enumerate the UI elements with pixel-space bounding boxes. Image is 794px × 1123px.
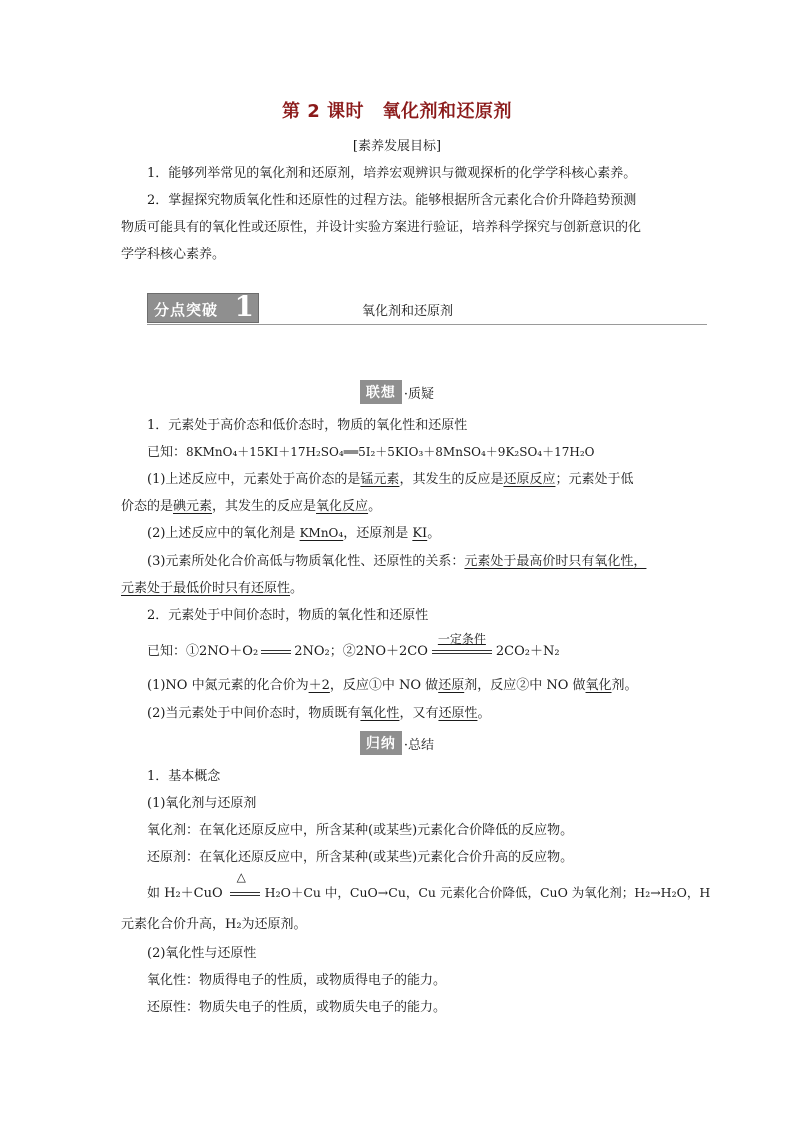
text: 2NO₂；②2NO＋2CO (294, 644, 428, 659)
text: (2)当元素处于中间价态时，物质既有 (147, 706, 361, 721)
text: (2)上述反应中的氧化剂是 (147, 526, 300, 541)
example-line-2: 元素化合价升高，H₂为还原剂。 (121, 917, 307, 932)
para-1-line-1 (147, 468, 633, 487)
text: ，反应①中 NO 做 (329, 678, 439, 693)
goal-item-1: 1．能够列举常见的氧化剂和还原剂，培养宏观辨识与微观探析的化学学科核心素养。 (147, 166, 637, 181)
section-badge-number: 1 (234, 290, 254, 323)
para-5 (147, 702, 490, 721)
text: 价态的是 (121, 499, 174, 514)
text: (3)元素所处化合价高低与物质氧化性、还原性的关系： (147, 554, 465, 569)
answer: 元素处于最高价时只有氧化性， (464, 554, 647, 569)
text: ；元素处于低 (555, 472, 634, 487)
equals-sign (261, 650, 291, 654)
guina-header (0, 731, 794, 755)
answer: KMnO₄ (299, 526, 344, 540)
heat-symbol: △ (236, 870, 246, 884)
section-title: 氧化剂和还原剂 (362, 304, 454, 319)
guina-badge: 归纳 (360, 731, 402, 755)
text: (1)NO 中氮元素的化合价为 (147, 678, 309, 693)
answer: 还原性 (438, 706, 478, 721)
text: ，又有 (399, 706, 439, 721)
text: 剂。 (611, 678, 638, 693)
known-equation-2 (147, 632, 560, 659)
text: 。 (368, 499, 382, 514)
text: (1)上述反应中，元素处于高价态的是 (147, 472, 361, 487)
answer: 氧化 (585, 678, 612, 693)
example-line-1 (147, 870, 711, 901)
heading-basic-concepts: 1．基本概念 (147, 769, 221, 784)
text: H₂O＋Cu 中，CuO→Cu，Cu 元素化合价降低，CuO 为氧化剂；H₂→H₂O，H (264, 885, 711, 900)
goal-item-2-line-2: 物质可能具有的氧化性或还原性，并设计实验方案进行验证，培养科学探究与创新意识的化 (121, 220, 642, 235)
text: 。 (477, 706, 491, 721)
subheading-properties: (2)氧化性与还原性 (147, 946, 257, 961)
answer: 氧化性 (360, 706, 400, 721)
text: 如 H₂＋CuO (147, 886, 223, 901)
definition-oxidant: 氧化剂：在氧化还原反应中，所含某种(或某些)元素化合价降低的反应物。 (147, 823, 574, 838)
page-title: 第 2 课时 氧化剂和还原剂 (281, 101, 513, 122)
answer: KI (412, 526, 428, 541)
answer: 锰元素 (360, 472, 400, 487)
text: ，还原剂是 (343, 526, 413, 541)
equals-sign (230, 892, 260, 896)
section-banner (147, 291, 707, 325)
text: 。 (427, 526, 441, 541)
section-badge (147, 290, 259, 323)
answer: ＋2 (308, 678, 330, 693)
goals-heading: [素养发展目标] (352, 139, 442, 154)
known-equation-1 (147, 441, 594, 460)
text: 已知：①2NO＋O₂ (147, 644, 259, 659)
heat-arrow (227, 870, 261, 901)
known-prefix: 已知： (147, 445, 187, 460)
para-1-line-2 (121, 495, 381, 514)
equals-sign (432, 650, 492, 654)
text: ，其发生的反应是 (212, 499, 317, 514)
answer: 还原 (438, 678, 465, 693)
section-badge-label: 分点突破 (154, 301, 219, 319)
text: 。 (290, 581, 304, 596)
answer: 氧化反应 (316, 499, 369, 514)
para-3-line-2 (121, 577, 303, 596)
text: 2CO₂＋N₂ (495, 644, 560, 659)
para-4 (147, 674, 638, 693)
text: ，其发生的反应是 (399, 472, 504, 487)
goal-item-2-line-3: 学学科核心素养。 (121, 247, 226, 262)
equation-text: 8KMnO₄＋15KI＋17H₂SO₄══5I₂＋5KIO₃＋8MnSO₄＋9K₂SO₄＋17H₂O (186, 445, 595, 459)
question-2: 2．元素处于中间价态时，物质的氧化性和还原性 (147, 608, 429, 623)
para-3-line-1 (147, 550, 646, 569)
guina-sub: ·总结 (403, 737, 435, 753)
answer: 碘元素 (173, 499, 213, 514)
definition-reducing: 还原性：物质失电子的性质，或物质失电子的能力。 (147, 1000, 447, 1015)
lianxiang-badge: 联想 (360, 380, 402, 404)
para-2 (147, 522, 440, 541)
answer: 还原反应 (503, 472, 556, 487)
lianxiang-header (0, 380, 794, 404)
reaction-condition: 一定条件 (437, 632, 486, 646)
answer: 元素处于最低价时只有还原性 (121, 581, 291, 596)
question-1: 1．元素处于高价态和低价态时，物质的氧化性和还原性 (147, 418, 468, 433)
goal-item-2-line-1: 2．掌握探究物质氧化性和还原性的过程方法。能够根据所含元素化合价升降趋势预测 (147, 193, 637, 208)
section-divider (147, 324, 707, 325)
definition-reductant: 还原剂：在氧化还原反应中，所含某种(或某些)元素化合价升高的反应物。 (147, 850, 574, 865)
lianxiang-sub: ·质疑 (403, 386, 435, 402)
definition-oxidizing: 氧化性：物质得电子的性质，或物质得电子的能力。 (147, 973, 447, 988)
text: 剂，反应②中 NO 做 (464, 678, 586, 693)
reaction-arrow (432, 632, 492, 659)
subheading-agents: (1)氧化剂与还原剂 (147, 796, 257, 811)
